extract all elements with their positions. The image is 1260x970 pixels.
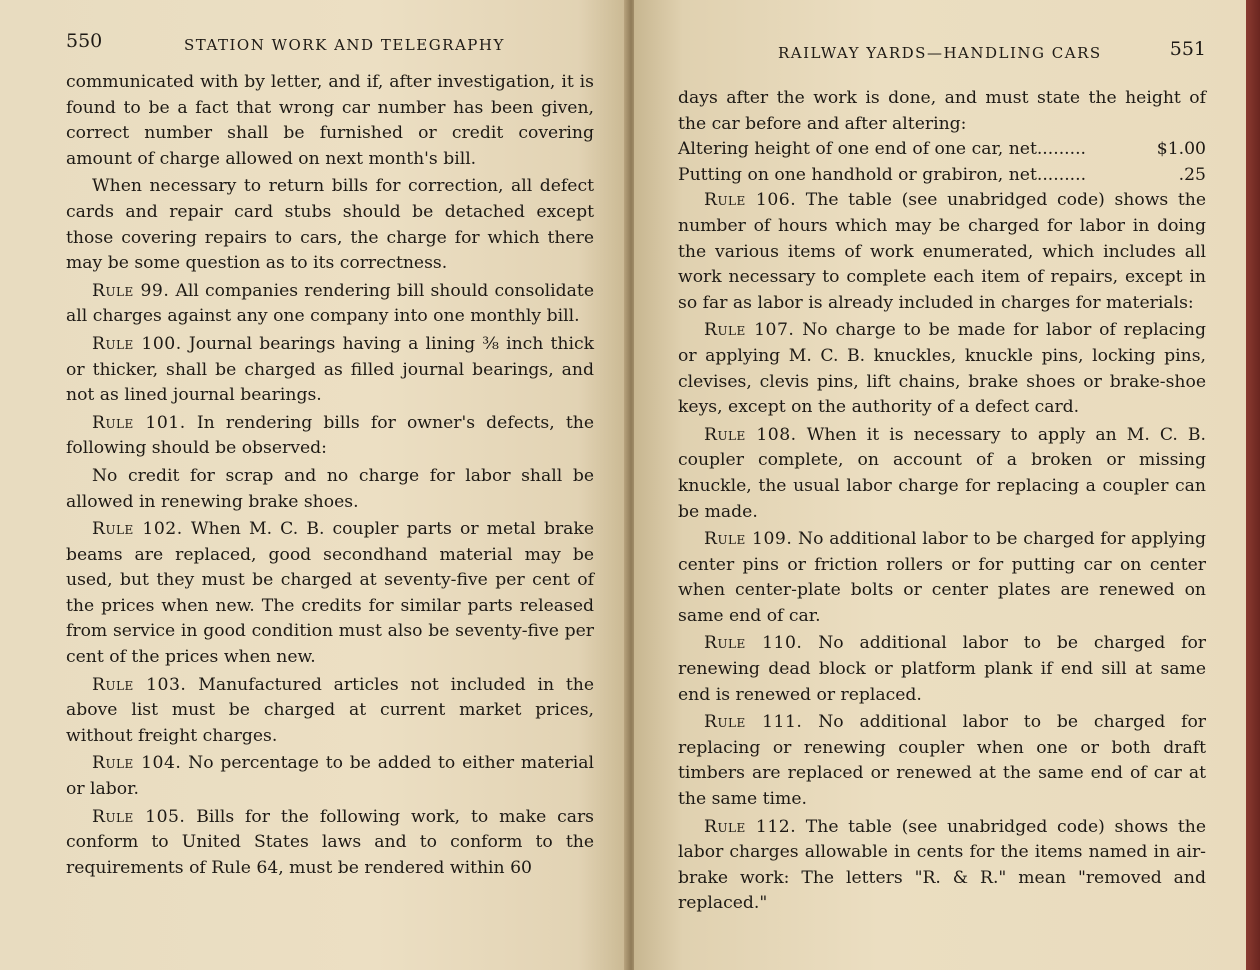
rule-text: No additional labor to be charged for renewing dead block or platform plank if end sill at same end is renewed or replaced. — [678, 633, 1207, 705]
price-line — [678, 137, 1206, 163]
rule-101 — [66, 411, 594, 462]
rule-104 — [66, 751, 594, 802]
rule-text: Journal bearings having a lining ⅜ inch thick or thicker, shall be charged as filled journal bearings, and not as lined journal bearings. — [66, 333, 595, 406]
rule-label: Rule 109. — [704, 529, 793, 550]
rule-100 — [66, 332, 594, 409]
rule-111 — [678, 710, 1206, 812]
paragraph: days after the work is done, and must state the height of the car before and after altering: — [678, 88, 1206, 134]
rule-label: Rule 111. — [704, 712, 803, 733]
rule-112 — [678, 815, 1206, 917]
rule-text: All companies rendering bill should consolidate all charges against any one company into one monthly bill. — [66, 280, 594, 327]
price-label: Altering height of one end of one car, net......... — [678, 139, 1087, 160]
running-title: STATION WORK AND TELEGRAPHY — [184, 36, 505, 54]
rule-103 — [66, 673, 594, 750]
rule-label: Rule 106. — [704, 190, 797, 211]
rule-text: The table (see unabridged code) shows the labor charges allowable in cents for the items named in air-brake work: The letters "R. & R." mean "removed and replaced." — [678, 816, 1207, 914]
rule-99 — [66, 279, 594, 330]
rule-text: When it is necessary to apply an M. C. B. coupler complete, on account of a broken or missing knuckle, the usual labor charge for replacing a coupler can be made. — [678, 424, 1207, 522]
paragraph: When necessary to return bills for correction, all defect cards and repair card stubs should be detached except those covering repairs to cars, the charge for which there may be some question as to its correctness. — [66, 176, 594, 274]
rule-text: No charge to be made for labor of replacing or applying M. C. B. knuckles, knuckle pins, locking pins, clevises, clevis pins, lift chains, brake shoes or brake-shoe keys, except on the authority of a defect card. — [678, 320, 1207, 418]
rule-label: Rule 110. — [704, 633, 803, 654]
rule-text: Bills for the following work, to make cars conform to United States laws and to conform to the requirements of Rule 64, must be rendered within 60 — [66, 806, 594, 878]
rule-label: Rule 105. — [92, 806, 186, 827]
rule-text: The table (see unabridged code) shows the number of hours which may be charged for labor in doing the various items of work enumerated, which includes all work necessary to complete each item of repairs, except in so far as labor is already included in charges for materials: — [678, 190, 1207, 313]
page-number: 551 — [1169, 38, 1206, 60]
left-page-body — [66, 70, 594, 881]
paragraph: communicated with by letter, and if, after investigation, it is found to be a fact that wrong car number has been given, correct number shall be furnished or credit covering amount of charge allowed on next month's bill. — [66, 72, 594, 169]
rule-text: No additional labor to be charged for applying center pins or friction rollers or for putting car on center when center-plate bolts or center plates are renewed on same end of car. — [678, 529, 1207, 626]
rule-label: Rule 108. — [704, 424, 797, 445]
price-line — [678, 163, 1206, 189]
price-value: $1.00 — [1156, 139, 1206, 160]
rule-107 — [678, 318, 1206, 420]
rule-label: Rule 101. — [92, 412, 186, 433]
rule-label: Rule 102. — [92, 519, 183, 540]
rule-text: Manufactured articles not included in the above list must be charged at current market prices, without freight charges. — [66, 674, 595, 746]
rule-text: No percentage to be added to either material or labor. — [66, 753, 594, 800]
rule-label: Rule 99. — [92, 280, 170, 301]
price-value: .25 — [1178, 164, 1206, 185]
paragraph: No credit for scrap and no charge for labor shall be allowed in renewing brake shoes. — [66, 465, 594, 512]
price-label: Putting on one handhold or grabiron, net......... — [678, 164, 1087, 185]
book-cover-edge — [1246, 0, 1260, 970]
rule-label: Rule 103. — [92, 674, 187, 695]
rule-label: Rule 104. — [92, 753, 182, 774]
rule-text: In rendering bills for owner's defects, the following should be observed: — [66, 412, 594, 459]
right-page-header — [678, 38, 1206, 78]
rule-label: Rule 107. — [704, 320, 795, 341]
rule-110 — [678, 631, 1206, 708]
right-page-body — [678, 86, 1206, 917]
page-number: 550 — [66, 30, 103, 52]
rule-109 — [678, 527, 1206, 629]
rule-label: Rule 100. — [92, 333, 182, 354]
rule-106 — [678, 188, 1206, 316]
rule-105 — [66, 805, 594, 882]
left-page-header — [66, 30, 594, 70]
rule-102 — [66, 517, 594, 671]
running-title: RAILWAY YARDS—HANDLING CARS — [778, 44, 1102, 62]
rule-label: Rule 112. — [704, 816, 797, 837]
left-page — [0, 0, 628, 970]
rule-108 — [678, 423, 1206, 525]
rule-text: No additional labor to be charged for replacing or renewing coupler when one or both draft timbers are replaced or renewed at the same end of car at the same time. — [678, 712, 1207, 810]
rule-text: When M. C. B. coupler parts or metal brake beams are replaced, good secondhand material may be used, but they must be charged at seventy-five per cent of the prices when new. The credits for similar parts released from service in good condition must also be seventy-five per cent of the prices when new. — [66, 519, 594, 668]
right-page — [634, 0, 1246, 970]
